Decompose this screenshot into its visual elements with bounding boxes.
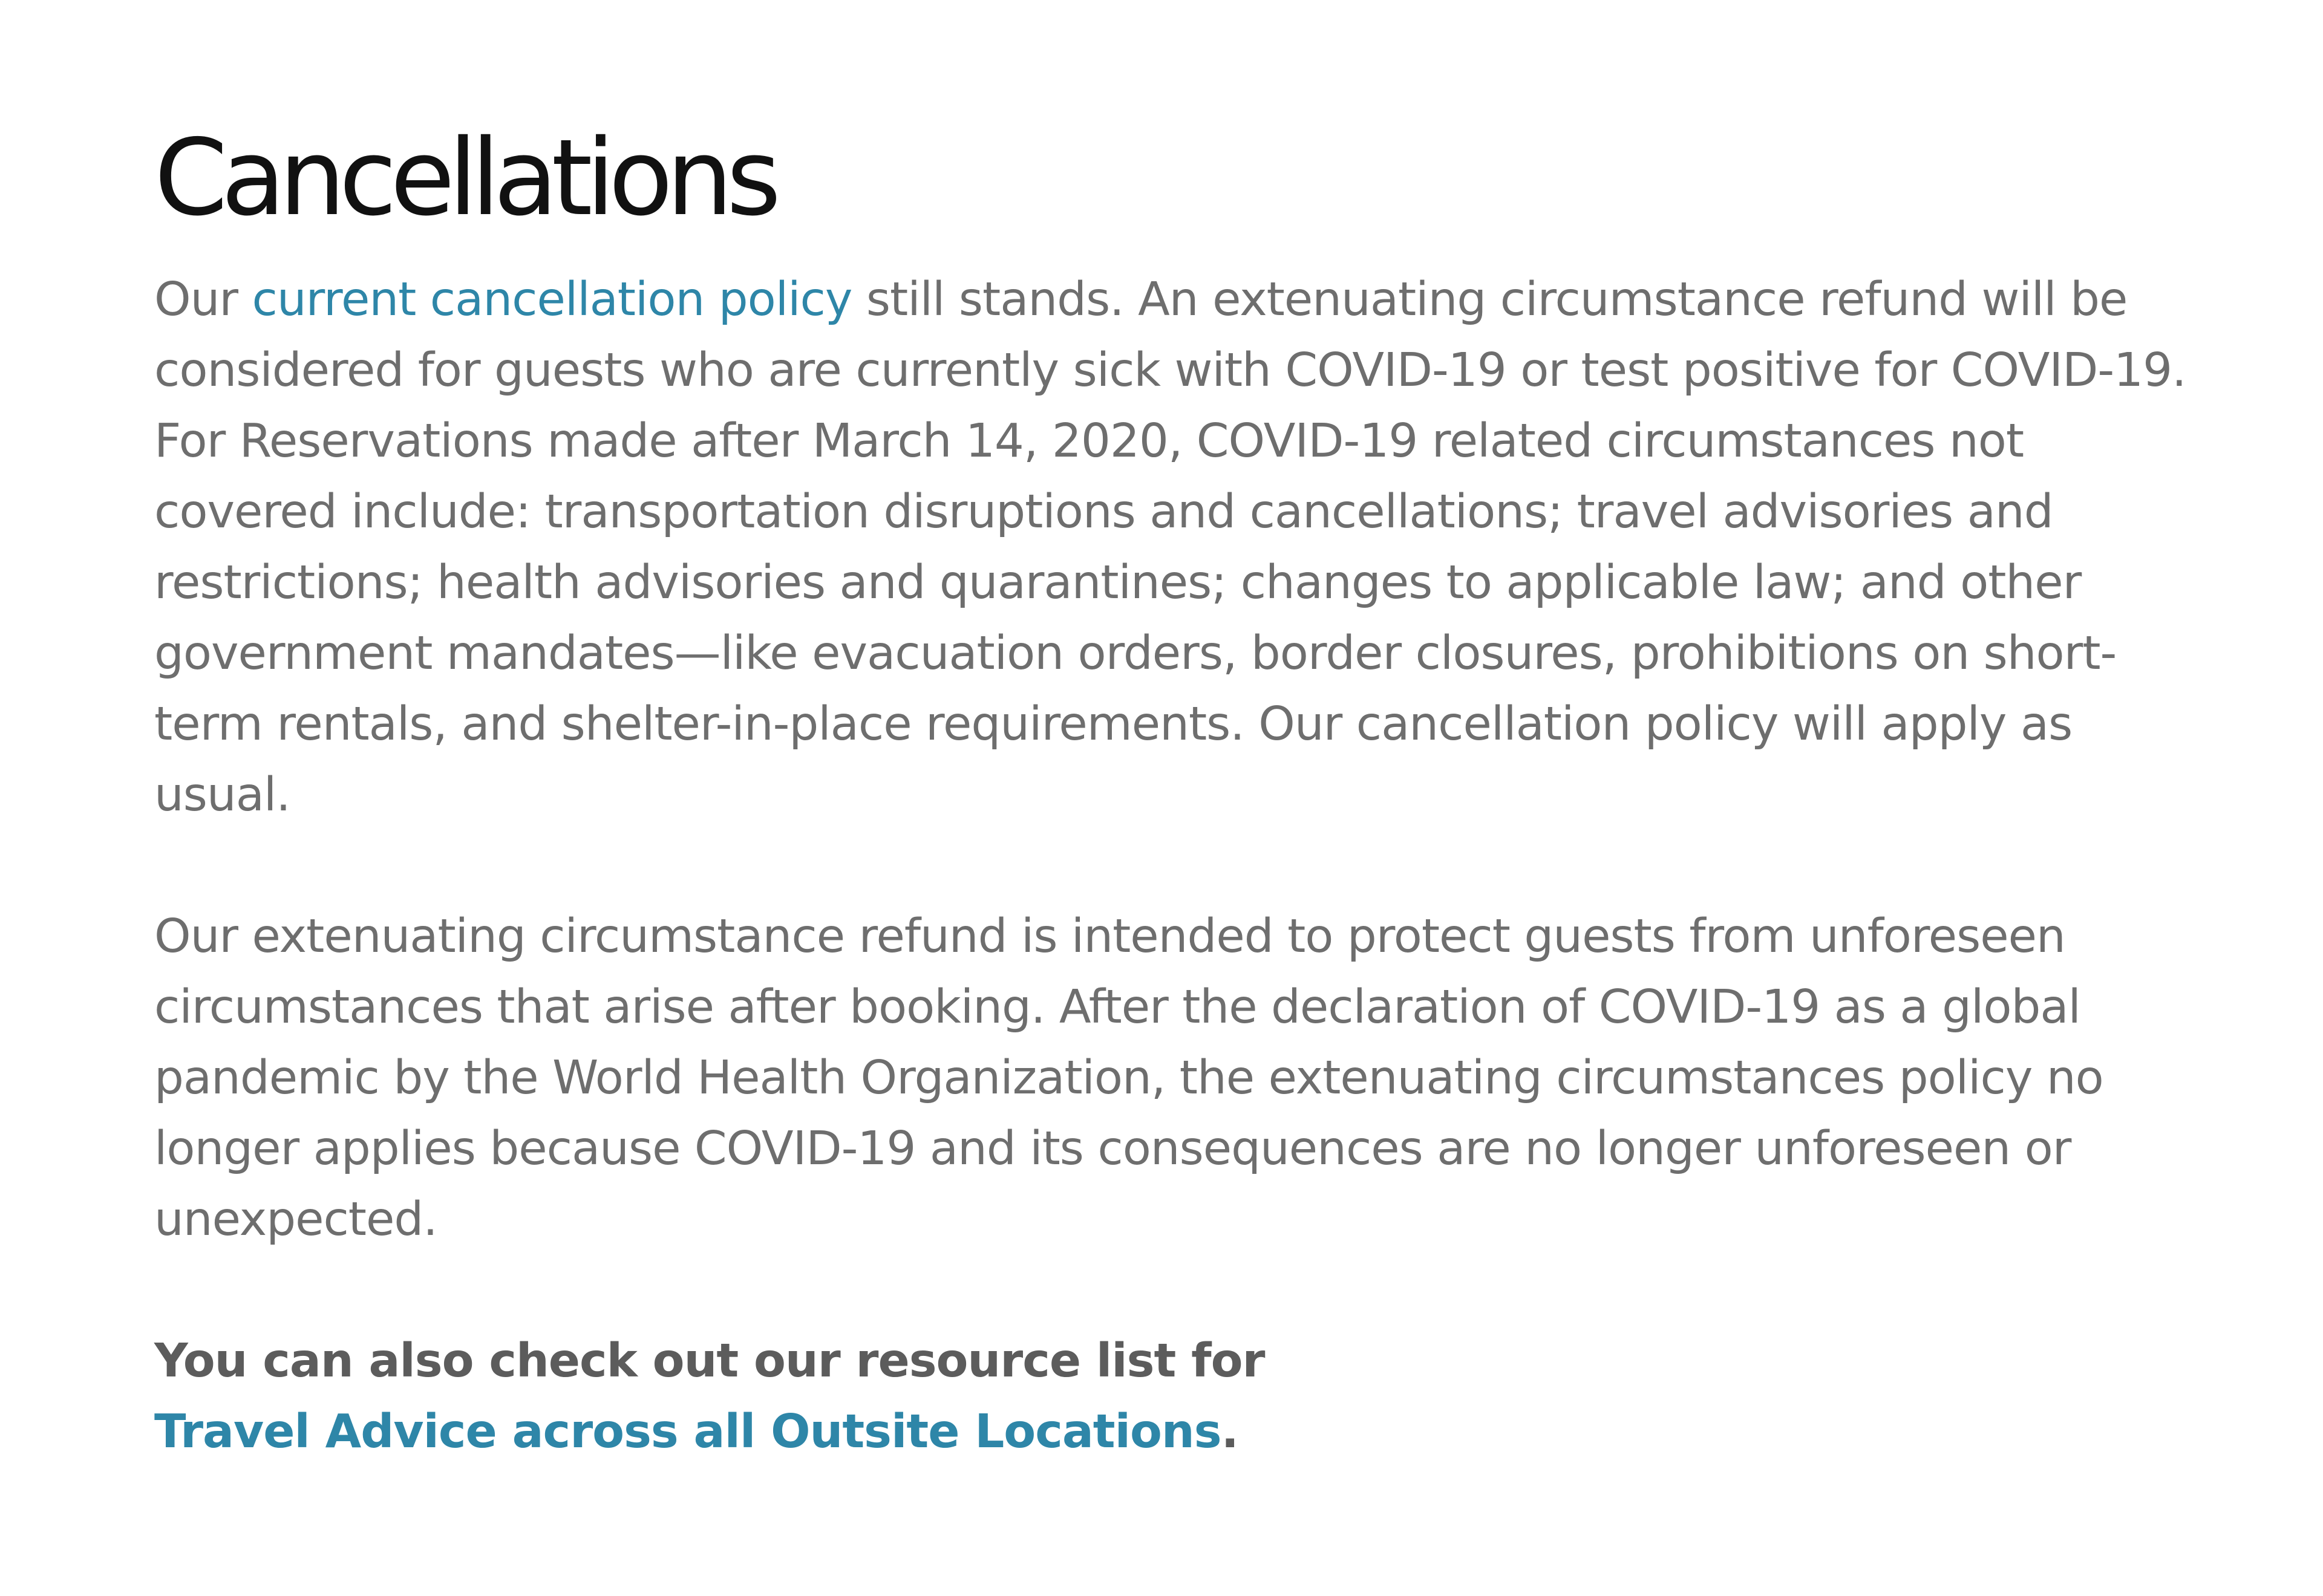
- policy-paragraph: [154, 264, 2211, 830]
- resource-list-callout: [154, 1326, 2211, 1467]
- current-cancellation-policy-link[interactable]: current cancellation policy: [252, 273, 852, 327]
- policy-intro-prefix: Our: [154, 273, 252, 327]
- resource-link-line: [154, 1396, 2211, 1467]
- main-content: [154, 118, 2211, 1467]
- resource-lead-text: You can also check out our resource list for: [154, 1334, 1265, 1388]
- page-title: Cancellations: [154, 117, 775, 239]
- travel-advice-link[interactable]: Travel Advice across all Outsite Locations: [154, 1405, 1221, 1459]
- extenuating-circumstance-paragraph: Our extenuating circumstance refund is intended to protect guests from unforeseen circumstances that arise after booking. After the declaration of COVID-19 as a global pandemic by the World Health Organization, the extenuating circumstances policy no longer applies because COVID-19 and its consequences are no longer unforeseen or unexpected.: [154, 910, 2103, 1246]
- resource-trailing-period: .: [1221, 1405, 1238, 1459]
- policy-intro-rest: still stands. An extenuating circumstance refund will be considered for guests who are currently sick with COVID-19 or test positive for COVID-19. For Reservations made after March 14, 2020, COVID-19 related circumstances not covered include: transportation disruptions and cancellations; travel advisories and restrictions; health advisories and quarantines; changes to applicable law; and other government mandates—like evacuation orders, border closures, prohibitions on short-term rentals, and shelter-in-place requirements. Our cancellation policy will apply as usual.: [154, 273, 2186, 822]
